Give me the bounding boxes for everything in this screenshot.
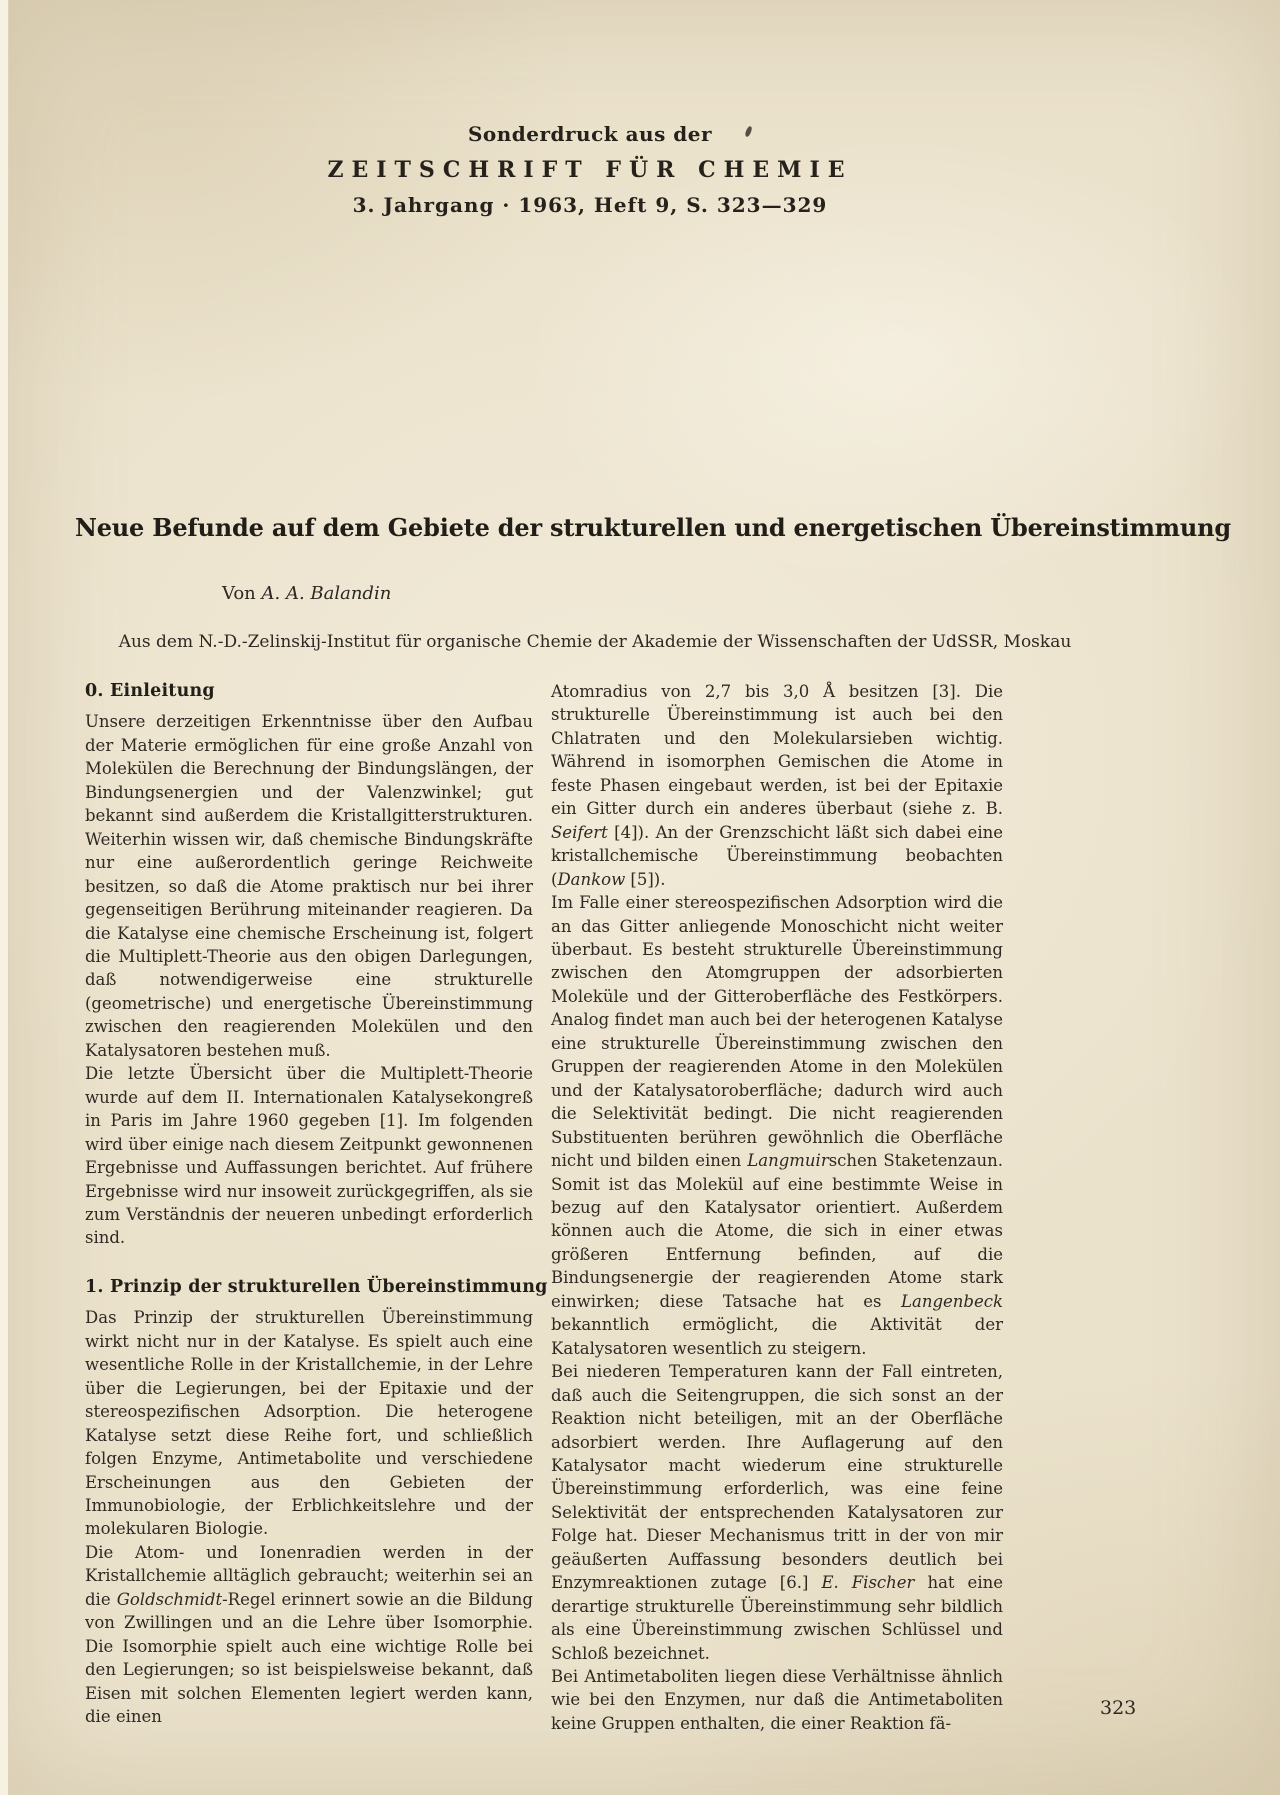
column-left	[85, 680, 548, 1728]
journal-name: ZEITSCHRIFT FÜR CHEMIE	[327, 157, 853, 183]
section-heading: 0. Einleitung	[85, 681, 215, 701]
byline-prefix: Von	[222, 583, 262, 604]
page-left-edge	[0, 0, 9, 1795]
byline-author: A. A. Balandin	[261, 583, 392, 604]
body-paragraph: Bei niederen Temperaturen kann der Fall eintreten, daß auch die Seitengruppen, die sich sonst an der Reaktion nicht beteiligen, mit an der Oberfläche adsorbiert werden. Ihre Auflagerung auf den Katalysator macht wiederum eine strukturelle Übereinstimmung erforderlich, was eine feine Selektivität der entsprechenden Katalysatoren zur Folge hat. Dieser Mechanismus tritt in der von mir geäußerten Auffassung besonders deutlich bei Enzymreaktionen zutage [6.] E. Fischer hat eine derartige strukturelle Übereinstimmung sehr bildlich als eine Übereinstimmung zwischen Schlüssel und Schloß bezeichnet.	[551, 1362, 1003, 1663]
reprint-note: Sonderdruck aus der	[467, 122, 713, 146]
journal-header	[75, 122, 1105, 217]
body-paragraph: Die Atom- und Ionenradien werden in der Kristallchemie alltäglich gebraucht; weiterhin sei an die Goldschmidt-Regel erinnert sowie an die Bildung von Zwillingen und an die Lehre über Isomorphie. Die Isomorphie spielt auch eine wichtige Rolle bei den Legierungen; so ist beispielsweise bekannt, daß Eisen mit solchen Elementen legiert werden kann, die einen	[85, 1542, 533, 1727]
byline	[222, 583, 391, 604]
body-paragraph: Das Prinzip der strukturellen Übereinstimmung wirkt nicht nur in der Katalyse. Es spielt auch eine wesentliche Rolle in der Kristallchemie, in der Lehre über die Legierungen, bei der Epitaxie und der stereospezifischen Adsorption. Die heterogene Katalyse setzt diese Reihe fort, und schließlich folgen Enzyme, Antimetabolite und verschiedene Erscheinungen aus den Gebieten der Immunobiologie, der Erblichkeitslehre und der molekularen Biologie.	[85, 1308, 533, 1539]
article-title: Neue Befunde auf dem Gebiete der strukturellen und energetischen Übereinstimmung	[75, 513, 1231, 542]
body-paragraph: Im Falle einer stereospezifischen Adsorption wird die an das Gitter anliegende Monoschicht nicht weiter überbaut. Es besteht strukturelle Übereinstimmung zwischen den Atomgruppen der adsorbierten Moleküle und der Gitteroberfläche des Festkörpers. Analog findet man auch bei der heterogenen Katalyse eine strukturelle Übereinstimmung zwischen den Gruppen der reagierenden Atome in den Molekülen und der Katalysatoroberfläche; dadurch wird auch die Selektivität bedingt. Die nicht reagierenden Substituenten berühren gewöhnlich die Oberfläche nicht und bilden einen Langmuirschen Staketenzaun. Somit ist das Molekül auf eine bestimmte Weise in bezug auf den Katalysator orientiert. Außerdem können auch die Atome, die sich in einer etwas größeren Entfernung befinden, auf die Bindungsenergie der reagierenden Atome stark einwirken; diese Tatsache hat es Langenbeck bekanntlich ermöglicht, die Aktivität der Katalysatoren wesentlich zu steigern.	[551, 893, 1003, 1358]
section-heading: 1. Prinzip der strukturellen Übereinstimmung	[85, 1276, 548, 1297]
page-number: 323	[1100, 1697, 1137, 1719]
body-paragraph: Unsere derzeitigen Erkenntnisse über den Aufbau der Materie ermöglichen für eine große Anzahl von Molekülen die Berechnung der Bindungslängen, der Bindungsenergien und der Valenzwinkel; gut bekannt sind außerdem die Kristallgitterstrukturen. Weiterhin wissen wir, daß chemische Bindungskräfte nur eine außerordentlich geringe Reichweite besitzen, so daß die Atome praktisch nur bei ihrer gegenseitigen Berührung miteinander reagieren. Da die Katalyse eine chemische Erscheinung ist, folgert die Multiplett-Theorie aus den obigen Darlegungen, daß notwendigerweise eine strukturelle (geometrische) und energetische Übereinstimmung zwischen den reagierenden Molekülen und den Katalysatoren bestehen muß.	[85, 712, 533, 1060]
issue-info: 3. Jahrgang · 1963, Heft 9, S. 323—329	[352, 193, 828, 217]
column-right	[551, 680, 1003, 1735]
affiliation-line: Aus dem N.-D.-Zelinskij-Institut für organische Chemie der Akademie der Wissenschaften der UdSSR, Moskau	[118, 632, 1072, 652]
body-paragraph: Die letzte Übersicht über die Multiplett-Theorie wurde auf dem II. Internationalen Katalysekongreß in Paris im Jahre 1960 gegeben [1]. Im folgenden wird über einige nach diesem Zeitpunkt gewonnenen Ergebnisse und Auffassungen berichtet. Auf frühere Ergebnisse wird nur insoweit zurückgegriffen, als sie zum Verständnis der neueren unbedingt erforderlich sind.	[85, 1064, 533, 1248]
body-paragraph: Bei Antimetaboliten liegen diese Verhältnisse ähnlich wie bei den Enzymen, nur daß die Antimetaboliten keine Gruppen enthalten, die einer Reaktion fä-	[551, 1667, 1003, 1733]
body-paragraph: Atomradius von 2,7 bis 3,0 Å besitzen [3]. Die strukturelle Übereinstimmung ist auch bei den Chlatraten und den Molekularsieben wichtig. Während in isomorphen Gemischen die Atome in feste Phasen eingebaut werden, ist bei der Epitaxie ein Gitter durch ein anderes überbaut (siehe z. B. Seifert [4]). An der Grenzschicht läßt sich dabei eine kristallchemische Übereinstimmung beobachten (Dankow [5]).	[551, 682, 1003, 889]
